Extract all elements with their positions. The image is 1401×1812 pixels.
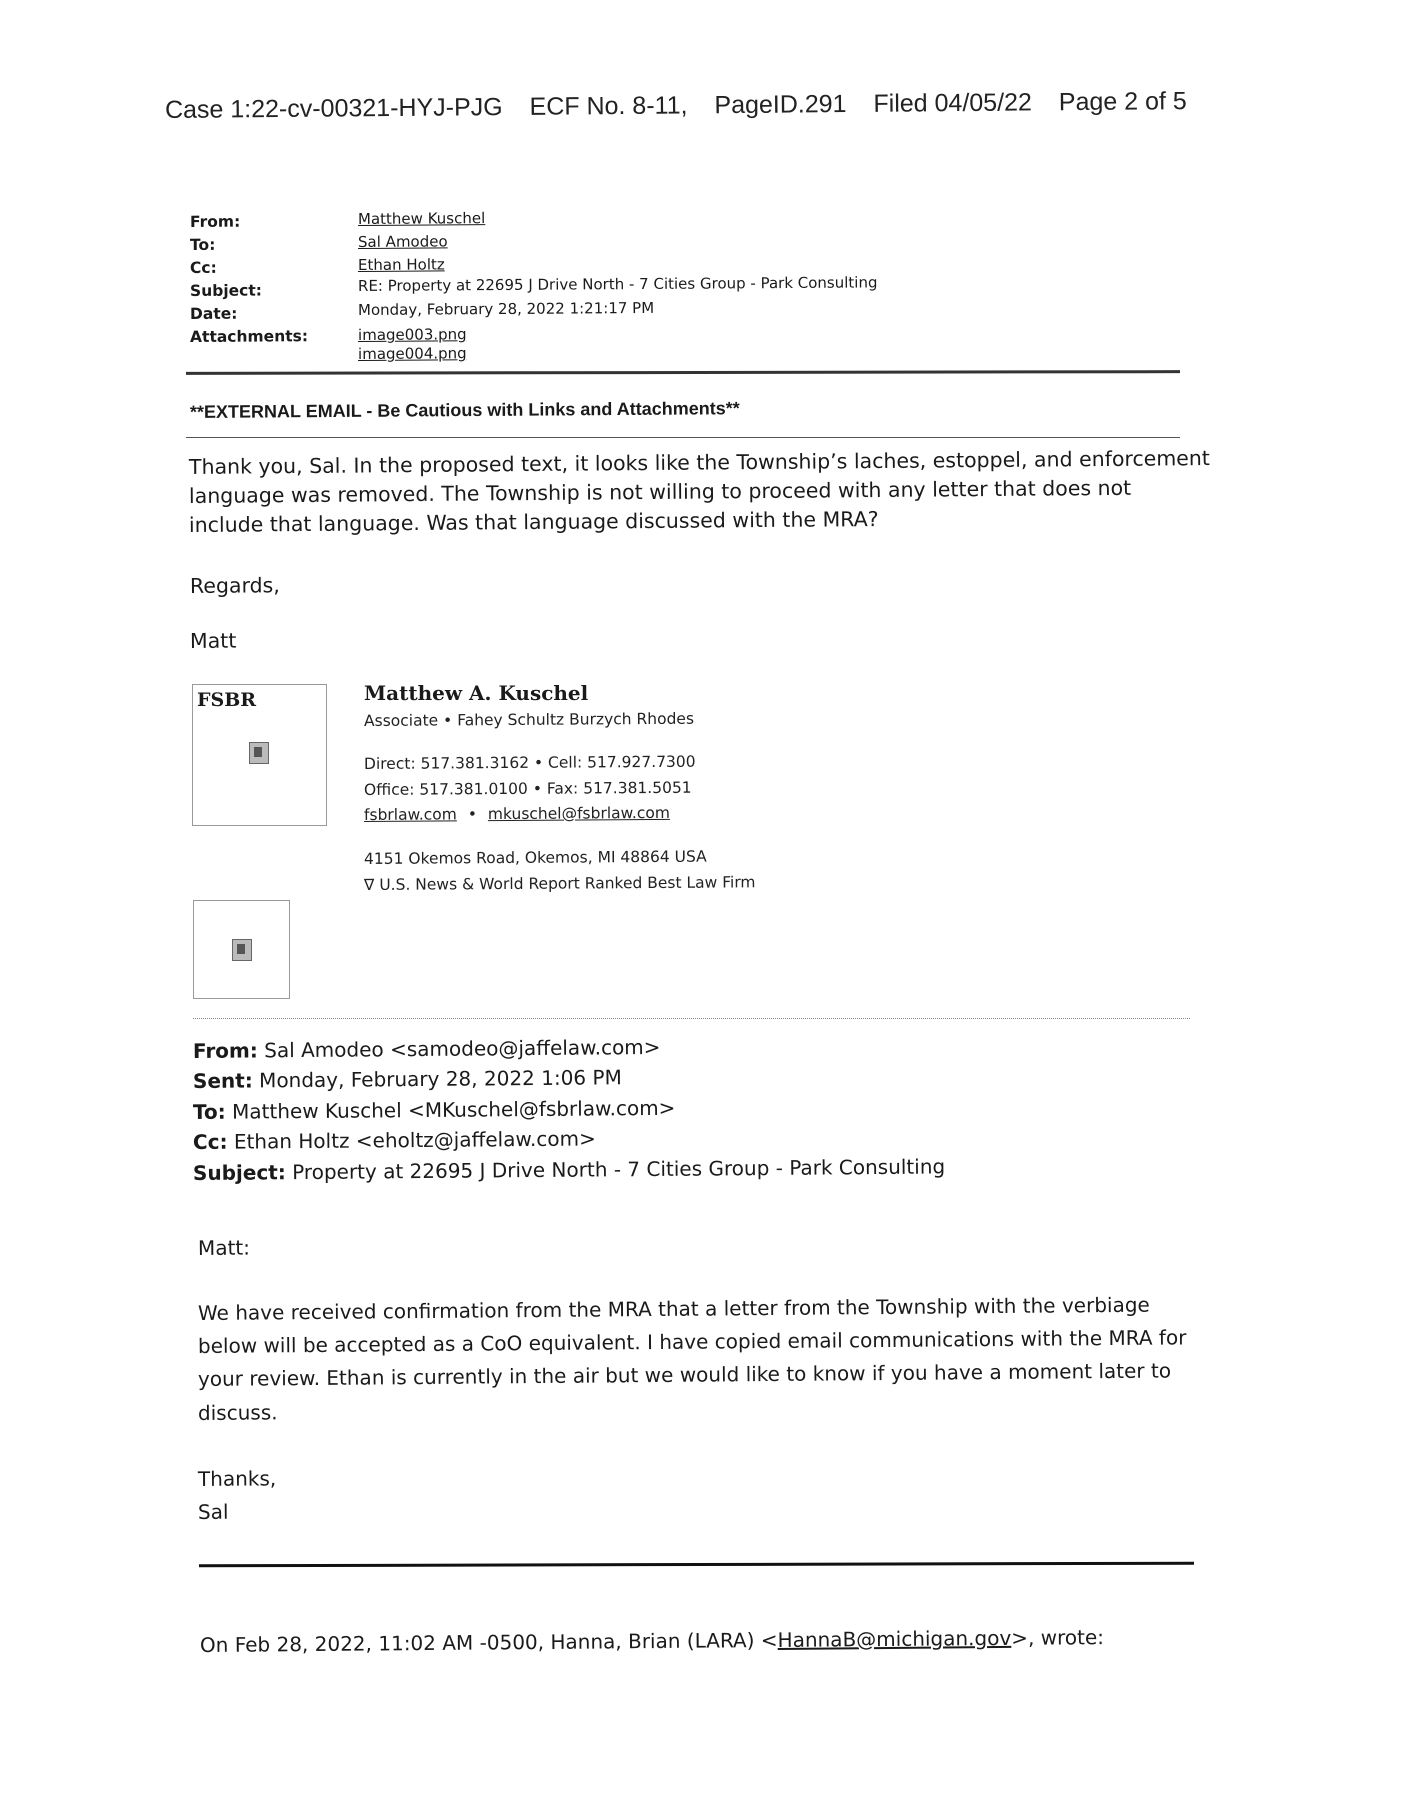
page-number: Page 2 of 5 (1058, 87, 1187, 117)
reply-signoff-name: Matt (189, 628, 237, 653)
fwd-greeting: Matt: (197, 1235, 251, 1260)
fwd-paragraph-line-3: your review. Ethan is currently in the air but we would like to know if you have a moment later to (197, 1358, 1172, 1391)
fwd-thanks: Thanks, (197, 1466, 277, 1491)
reply-line-1: Thank you, Sal. In the proposed text, it looks like the Township’s laches, estoppel, and enforcement (188, 446, 1210, 479)
fwd-from-label: From: (192, 1038, 258, 1063)
signature-links (364, 804, 670, 824)
signature-office-fax: Office: 517.381.0100 • Fax: 517.381.5051 (363, 778, 692, 799)
subject-value: RE: Property at 22695 J Drive North - 7 Cities Group - Park Consulting (357, 273, 878, 295)
fwd-subject-value: Property at 22695 J Drive North - 7 Cities Group - Park Consulting (292, 1154, 946, 1185)
signature-address: 4151 Okemos Road, Okemos, MI 48864 USA (363, 847, 707, 868)
fwd-cc-label: Cc: (192, 1129, 228, 1154)
reply-line-3: include that language. Was that language discussed with the MRA? (188, 506, 879, 537)
email-link[interactable]: mkuschel@fsbrlaw.com (487, 803, 670, 824)
fwd-paragraph-line-1: We have received confirmation from the MRA that a letter from the Township with the verbiage (197, 1292, 1150, 1325)
fwd-to-value: Matthew Kuschel <MKuschel@fsbrlaw.com> (231, 1095, 676, 1124)
fwd-cc-value: Ethan Holtz <eholtz@jaffelaw.com> (233, 1126, 596, 1154)
cc-label: Cc: (189, 258, 217, 277)
fwd-from (193, 1035, 661, 1063)
subject-label: Subject: (189, 281, 262, 300)
quote-email-link[interactable]: HannaB@michigan.gov (777, 1625, 1012, 1652)
quote-divider (199, 1562, 1194, 1568)
fwd-sign: Sal (197, 1499, 229, 1524)
filed-date: Filed 04/05/22 (873, 88, 1033, 118)
fwd-subject-label: Subject: (192, 1160, 286, 1185)
from-value[interactable]: Matthew Kuschel (357, 209, 486, 228)
external-email-warning: **EXTERNAL EMAIL - Be Cautious with Links and Attachments** (189, 398, 740, 422)
fwd-paragraph-line-4: discuss. (197, 1400, 278, 1425)
attachments-label: Attachments: (189, 327, 309, 346)
reply-regards: Regards, (189, 573, 280, 598)
fwd-sent (193, 1065, 622, 1093)
fwd-to-label: To: (192, 1099, 226, 1124)
fwd-cc (193, 1126, 596, 1154)
signature-title: Associate • Fahey Schultz Burzych Rhodes (363, 709, 695, 730)
quote-prefix: On Feb 28, 2022, 11:02 AM -0500, Hanna, Brian (LARA) < (199, 1627, 778, 1657)
fwd-to (193, 1096, 676, 1124)
signature-separator: • (467, 805, 477, 824)
date-value: Monday, February 28, 2022 1:21:17 PM (357, 298, 655, 319)
to-label: To: (189, 235, 216, 254)
fsbr-logo-text: FSBR (197, 689, 257, 711)
fwd-from-value: Sal Amodeo <samodeo@jaffelaw.com> (264, 1034, 661, 1063)
cc-value[interactable]: Ethan Holtz (357, 255, 445, 274)
signature-phones: Direct: 517.381.3162 • Cell: 517.927.7300 (363, 752, 696, 773)
signature-divider (193, 1018, 1190, 1019)
case-number: Case 1:22-cv-00321-HYJ-PJG (164, 93, 503, 124)
fwd-paragraph-line-2: below will be accepted as a CoO equivalent. I have copied email communications with the MRA for (197, 1325, 1187, 1358)
case-header (165, 87, 1207, 125)
broken-image-icon (249, 742, 269, 764)
to-value[interactable]: Sal Amodeo (357, 232, 448, 251)
quote-suffix: >, wrote: (1011, 1625, 1105, 1650)
date-label: Date: (189, 304, 238, 323)
fwd-sent-value: Monday, February 28, 2022 1:06 PM (259, 1065, 622, 1093)
website-link[interactable]: fsbrlaw.com (363, 805, 457, 824)
attachment-image003[interactable]: image003.png (357, 325, 467, 344)
quote-attribution (200, 1625, 1104, 1657)
warning-divider (186, 437, 1180, 438)
fwd-subject (193, 1154, 945, 1185)
ecf-number: ECF No. 8-11, (529, 91, 688, 121)
signature-ranking: ∇ U.S. News & World Report Ranked Best Law Firm (363, 873, 756, 894)
attachment-image004[interactable]: image004.png (357, 344, 467, 363)
fwd-sent-label: Sent: (192, 1068, 253, 1093)
from-label: From: (189, 212, 241, 231)
ranking-badge-image (193, 900, 290, 999)
fsbr-logo (192, 684, 327, 826)
signature-name: Matthew A. Kuschel (364, 681, 589, 705)
broken-image-icon (232, 939, 252, 961)
page-id: PageID.291 (714, 90, 847, 120)
header-divider (186, 370, 1180, 375)
reply-line-2: language was removed. The Township is not willing to proceed with any letter that does not (188, 475, 1132, 508)
